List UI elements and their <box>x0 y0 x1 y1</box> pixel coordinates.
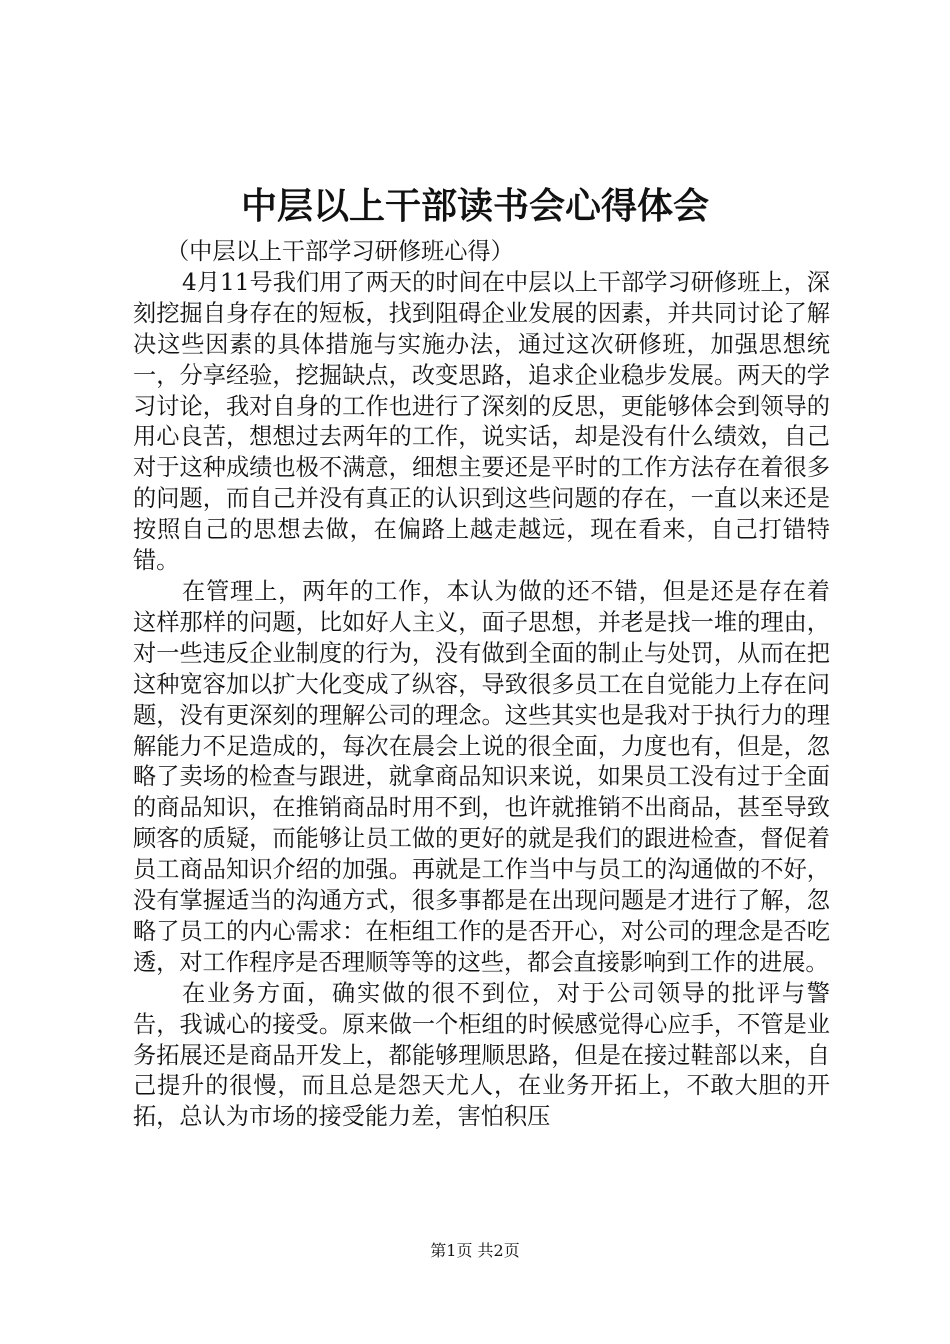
document-body <box>133 237 830 1133</box>
paragraph: 在业务方面，确实做的很不到位，对于公司领导的批评与警告，我诚心的接受。原来做一个柜组的时候感觉得心应手，不管是业务拓展还是商品开发上，都能够理顺思路，但是在接过鞋部以来，自己提升的很慢，而且总是怨天尤人，在业务开拓上，不敢大胆的开拓，总认为市场的接受能力差，害怕积压 <box>133 979 830 1131</box>
paragraph: 4月11号我们用了两天的时间在中层以上干部学习研修班上，深刻挖掘自身存在的短板，找到阻碍企业发展的因素，并共同讨论了解决这些因素的具体措施与实施办法，通过这次研修班，加强思想统一，分享经验，挖掘缺点，改变思路，追求企业稳步发展。两天的学习讨论，我对自身的工作也进行了深刻的反思，更能够体会到领导的用心良苦，想想过去两年的工作，说实话，却是没有什么绩效，自己对于这种成绩也极不满意，细想主要还是平时的工作方法存在着很多的问题，而自己并没有真正的认识到这些问题的存在，一直以来还是按照自己的思想去做，在偏路上越走越远，现在看来，自己打错特错。 <box>133 268 830 575</box>
paragraph: 在管理上，两年的工作，本认为做的还不错，但是还是存在着这样那样的问题，比如好人主义，面子思想，并老是找一堆的理由，对一些违反企业制度的行为，没有做到全面的制止与处罚，从而在把这种宽容加以扩大化变成了纵容，导致很多员工在自觉能力上存在问题，没有更深刻的理解公司的理念。这些其实也是我对于执行力的理解能力不足造成的，每次在晨会上说的很全面，力度也有，但是，忽略了卖场的检查与跟进，就拿商品知识来说，如果员工没有过于全面的商品知识，在推销商品时用不到，也许就推销不出商品，甚至导致顾客的质疑，而能够让员工做的更好的就是我们的跟进检查，督促着员工商品知识介绍的加强。再就是工作当中与员工的沟通做的不好，没有掌握适当的沟通方式，很多事都是在出现问题是才进行了解，忽略了员工的内心需求：在柜组工作的是否开心，对公司的理念是否吃透，对工作程序是否理顺等等的这些，都会直接影响到工作的进展。 <box>133 577 830 976</box>
document-subtitle: （中层以上干部学习研修班心得） <box>166 238 514 265</box>
document-title: 中层以上干部读书会心得体会 <box>240 185 709 227</box>
page-footer: 第1页 共2页 <box>430 1241 520 1260</box>
